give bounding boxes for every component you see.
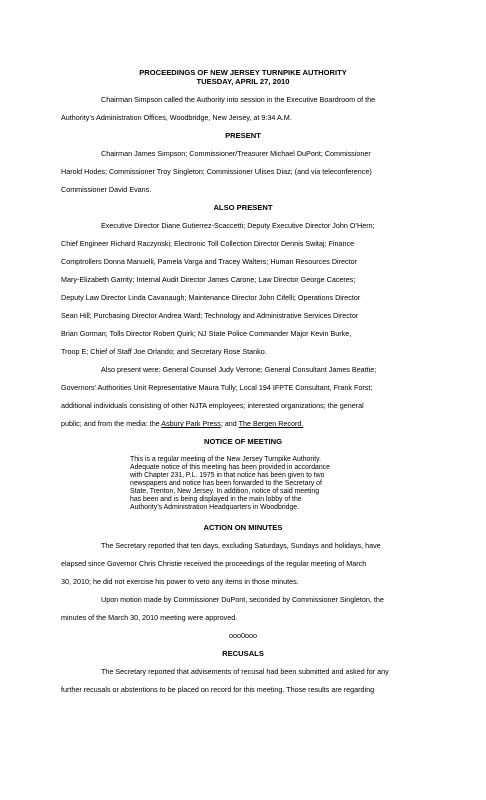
also-present-line: Sean Hill; Purchasing Director Andrea Ward; Technology and Administrative Services Director xyxy=(61,311,359,320)
recusals-heading: RECUSALS xyxy=(222,649,264,658)
intro-line: Chairman Simpson called the Authority into session in the Executive Boardroom of the xyxy=(101,95,376,104)
recusals-line: The Secretary reported that advisements of recusal had been submitted and asked for any xyxy=(101,667,389,676)
also-present-line: Comptrollers Donna Manuelli, Pamela Varga and Tracey Walters; Human Resources Director xyxy=(61,257,358,266)
minutes-line: The Secretary reported that ten days, excluding Saturdays, Sundays and holidays, have xyxy=(101,541,381,550)
minutes-heading: ACTION ON MINUTES xyxy=(203,523,283,532)
present-line: Harold Hodes; Commissioner Troy Singleton; Commissioner Ulises Diaz; (and via teleconference) xyxy=(61,167,372,176)
notice-line: This is a regular meeting of the New Jersey Turnpike Authority. xyxy=(130,456,321,463)
intro-line: Authority’s Administration Offices, Woodbridge, New Jersey, at 9:34 A.M. xyxy=(61,113,292,122)
also-present-line: additional individuals consisting of other NJTA employees; interested organizations; the general xyxy=(61,401,364,410)
notice-line: has been and is being displayed in the main lobby of the xyxy=(130,496,302,503)
also-present-line: Brian Gorman; Tolls Director Robert Quirk; NJ State Police Commander Major Kevin Burke, xyxy=(61,329,352,338)
recusals-line: further recusals or abstentions to be placed on record for this meeting. Those results are regarding xyxy=(61,685,375,694)
minutes-line: elapsed since Governor Chris Christie received the proceedings of the regular meeting of March xyxy=(61,559,367,568)
notice-line: Authority’s Administration Headquarters in Woodbridge. xyxy=(130,504,300,511)
minutes-line: 30, 2010; he did not exercise his power to veto any items in those minutes. xyxy=(61,577,299,586)
media-bergen-record: The Bergen Record. xyxy=(238,419,304,428)
present-line: Chairman James Simpson; Commissioner/Treasurer Michael DuPont; Commissioner xyxy=(101,149,371,158)
also-present-line: Chief Engineer Richard Raczynski; Electronic Toll Collection Director Dennis Switaj; Finance xyxy=(61,239,355,248)
media-asbury-park-press: Asbury Park Press xyxy=(161,419,221,428)
also-present-line: Also present were: General Counsel Judy Verrone; General Consultant James Beattie; xyxy=(101,365,377,374)
also-present-line: Executive Director Diane Gutierrez-Scaccetti; Deputy Executive Director John O’Hern; xyxy=(101,221,375,230)
present-line: Commissioner David Evans. xyxy=(61,185,152,194)
notice-heading: NOTICE OF MEETING xyxy=(203,437,283,446)
also-present-line: Deputy Law Director Linda Cavanaugh; Maintenance Director John Cifelli; Operations Director xyxy=(61,293,361,302)
document-title: PROCEEDINGS OF NEW JERSEY TURNPIKE AUTHORITY xyxy=(139,68,347,77)
minutes-line: minutes of the March 30, 2010 meeting were approved. xyxy=(61,613,238,622)
section-separator: ooo0ooo xyxy=(229,631,257,640)
notice-line: State, Trenton, New Jersey. In addition, notice of said meeting xyxy=(130,488,320,495)
document-date: TUESDAY, APRIL 27, 2010 xyxy=(196,77,290,86)
also-present-media-line xyxy=(61,419,303,428)
present-heading: PRESENT xyxy=(225,131,261,140)
notice-line: Adequate notice of this meeting has been provided in accordance xyxy=(130,464,330,471)
media-line-prefix: public; and from the media: the xyxy=(61,419,162,428)
also-present-line: Mary-Elizabeth Garrity; Internal Audit Director James Carone; Law Director George Caceres; xyxy=(61,275,356,284)
notice-line: with Chapter 231, P.L. 1975 in that notice has been given to two xyxy=(130,472,325,479)
also-present-line: Governors’ Authorities Unit Representative Maura Tully; Local 194 IFPTE Consultant, Frank Forst; xyxy=(61,383,373,392)
media-line-mid: ; and xyxy=(220,419,239,428)
also-present-line: Troop E; Chief of Staff Joe Orlando; and Secretary Rose Stanko. xyxy=(61,347,267,356)
notice-line: newspapers and notice has been forwarded to the Secretary of xyxy=(130,480,322,487)
minutes-line: Upon motion made by Commissioner DuPont, seconded by Commissioner Singleton, the xyxy=(101,595,384,604)
also-present-heading: ALSO PRESENT xyxy=(213,203,273,212)
